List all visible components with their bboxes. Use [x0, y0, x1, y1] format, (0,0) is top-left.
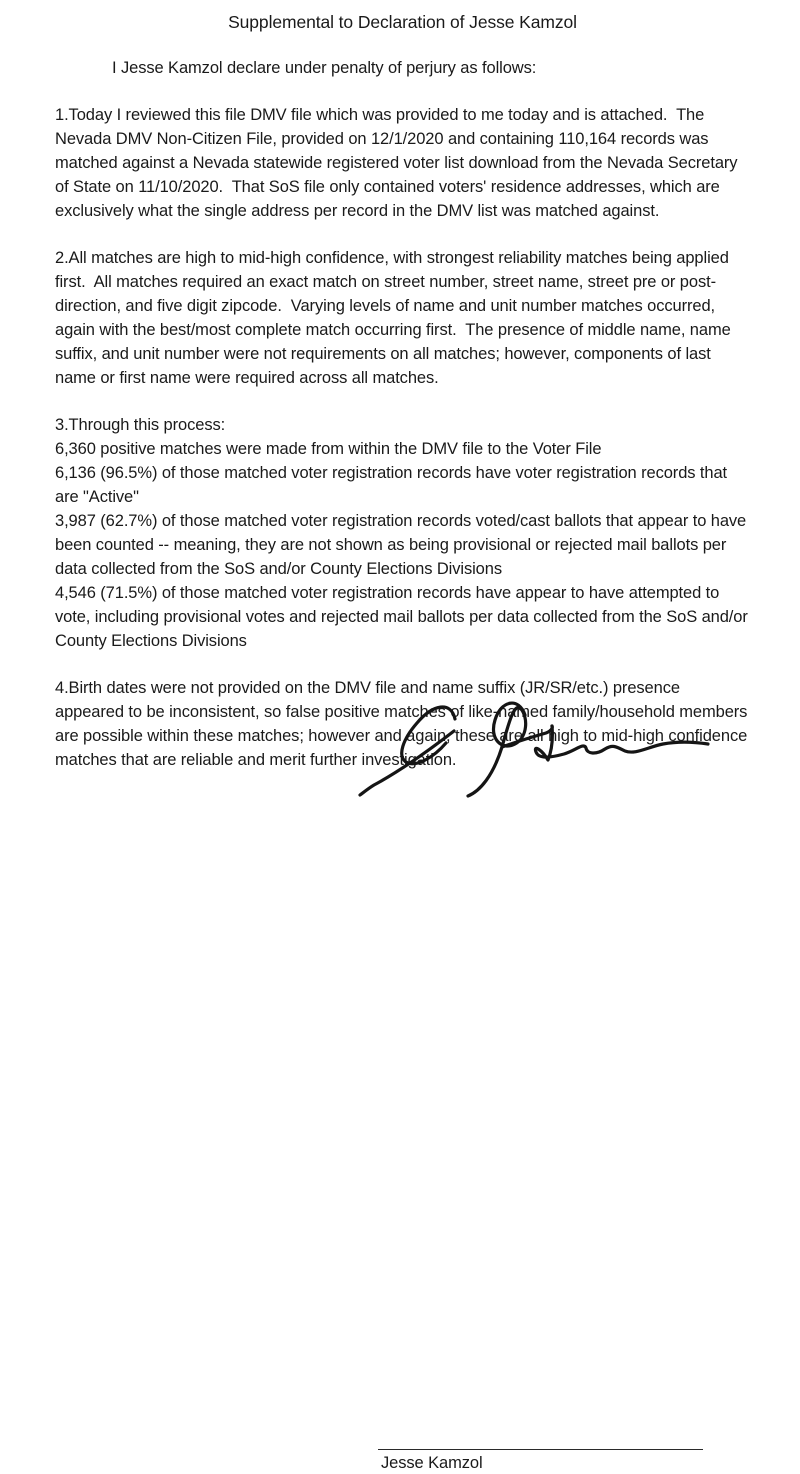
- stat-positive-matches: 6,360 positive matches were made from within the DMV file to the Voter File: [55, 440, 602, 458]
- stat-counted-ballots: 3,987 (62.7%) of those matched voter registration records voted/cast ballots that appear to have been counted -- meaning, they are not shown as being provisional or rejected mail ballots per data collected from the SoS and/or County Elections Divisions: [55, 512, 751, 578]
- paragraph-2: 2.All matches are high to mid-high confidence, with strongest reliability matches being applied first. All matches required an exact match on street number, street name, street pre or post-direction, and five digit zipcode. Varying levels of name and unit number matches occurred, again with the best/most complete match occurring first. The presence of middle name, name suffix, and unit number were not requirements on all matches; however, components of last name or first name were required across all matches.: [55, 249, 736, 387]
- stat-active-records: 6,136 (96.5%) of those matched voter registration records have voter registration records that are "Active": [55, 464, 732, 506]
- paragraph-4: 4.Birth dates were not provided on the DMV file and name suffix (JR/SR/etc.) presence appeared to be inconsistent, so false positive matches of like-named family/household members are possible within these matches; however and again, these are all high to mid-high confidence matches that are reliable and merit further investigation.: [55, 679, 752, 769]
- document-title: Supplemental to Declaration of Jesse Kamzol: [228, 12, 577, 32]
- paragraph-3: [55, 413, 753, 653]
- signature-area: [0, 684, 800, 1472]
- paragraph-1: 1.Today I reviewed this file DMV file which was provided to me today and is attached. The Nevada DMV Non-Citizen File, provided on 12/1/2020 and containing 110,164 records was matched against a Nevada statewide registered voter list download from the Nevada Secretary of State on 11/10/2020. That SoS file only contained voters' residence addresses, which are exclusively what the single address per record in the DMV list was matched against.: [55, 106, 742, 220]
- signatory-name: Jesse Kamzol: [381, 1454, 483, 1472]
- paragraph-3-heading: 3.Through this process:: [55, 416, 226, 434]
- signature-scrawl-image: [356, 684, 716, 800]
- declaration-intro: I Jesse Kamzol declare under penalty of perjury as follows:: [112, 59, 537, 77]
- stat-attempted-votes: 4,546 (71.5%) of those matched voter registration records have appear to have attempted to vote, including provisional votes and rejected mail ballots per data collected from the SoS and/or County Elections Divisions: [55, 584, 753, 650]
- signature-line: [378, 1449, 703, 1450]
